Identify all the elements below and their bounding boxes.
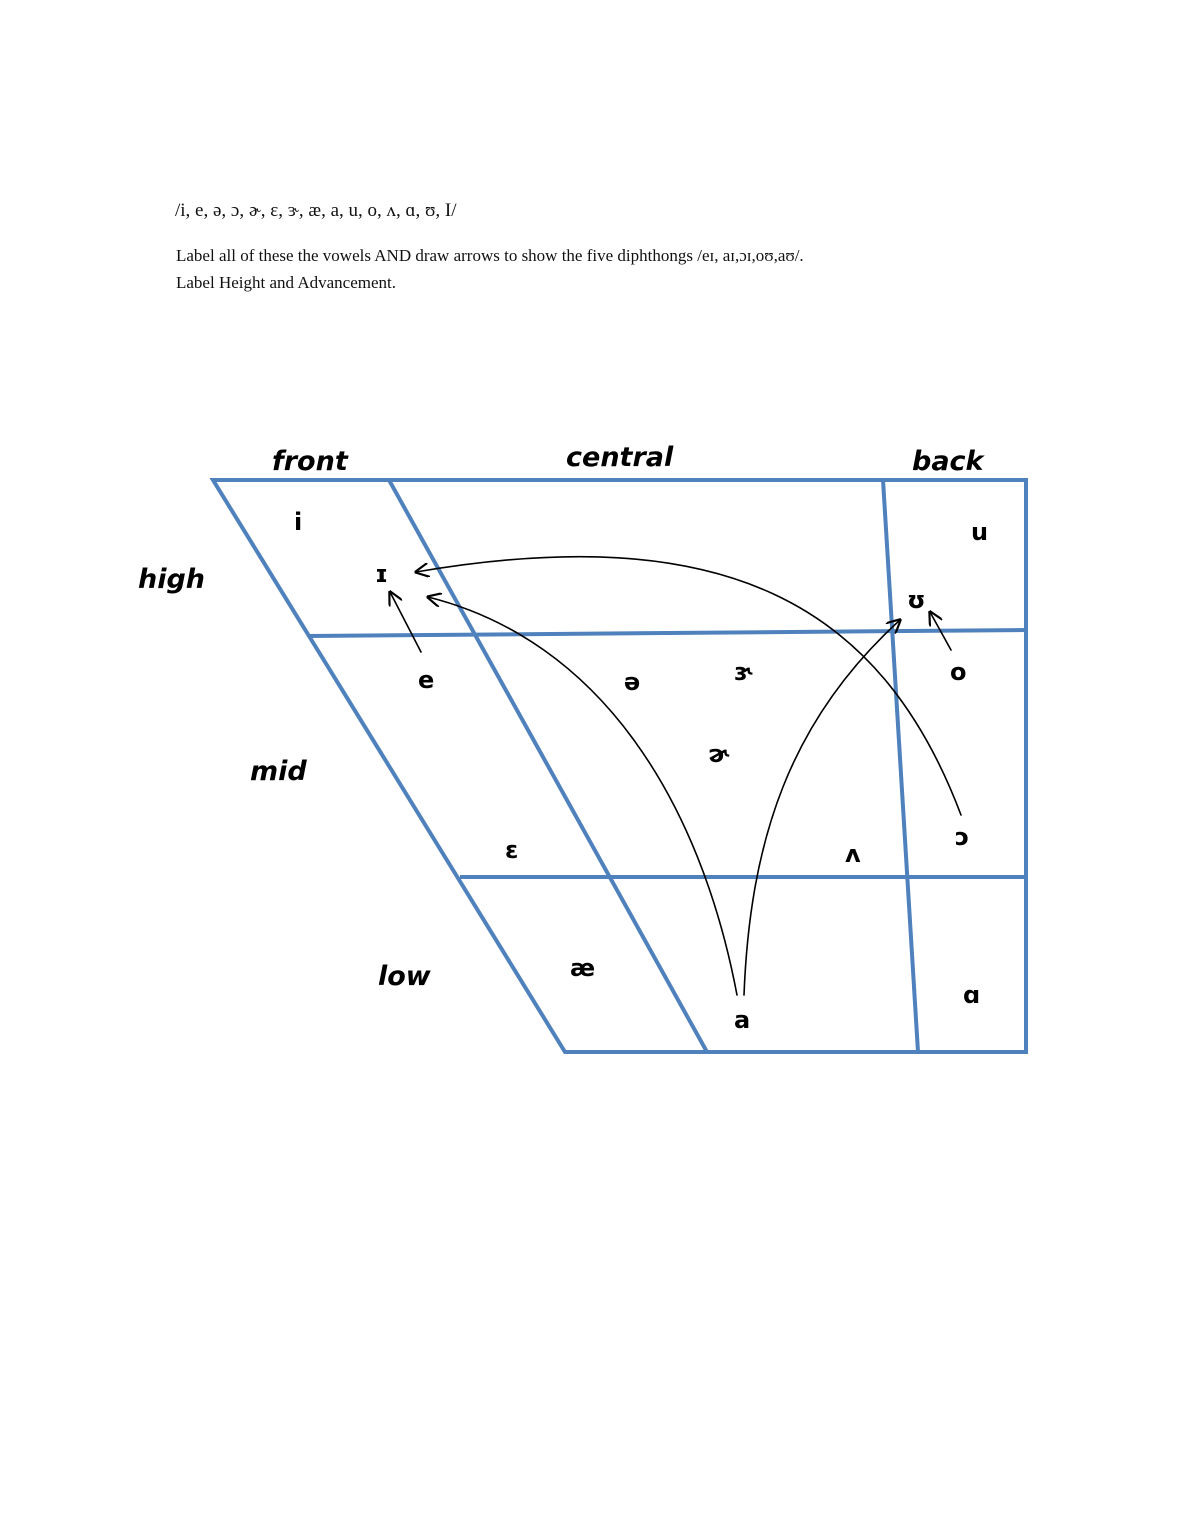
diphthong-arrow-au bbox=[744, 620, 900, 995]
vowel-list: /i, e, ə, ɔ, ɚ, ɛ, ɝ, æ, a, u, o, ʌ, ɑ, ʊ, I/ bbox=[175, 200, 457, 221]
vowel-schwa-hook: ɚ bbox=[708, 740, 730, 768]
vowel-ae: æ bbox=[570, 954, 596, 982]
vowel-reversed-epsilon-hook: ɝ bbox=[734, 658, 754, 686]
vowel-wedge: ʌ bbox=[845, 840, 861, 868]
high-label: high bbox=[138, 564, 206, 595]
diphthong-arrow-oi bbox=[416, 557, 961, 815]
front-label: front bbox=[272, 446, 348, 477]
quadrilateral-outline bbox=[213, 480, 1026, 1052]
vowel-upsilon: ʊ bbox=[907, 586, 926, 614]
instruction-line-1: Label all of these the vowels AND draw arrows to show the five diphthongs /eɪ, aɪ,ɔɪ,oʊ,aʊ/. bbox=[176, 246, 804, 265]
vowel-e: e bbox=[418, 666, 435, 694]
vowel-i: i bbox=[294, 508, 303, 536]
back-label: back bbox=[912, 446, 984, 477]
high-mid-divider bbox=[308, 630, 1026, 636]
low-label: low bbox=[378, 961, 431, 992]
vowel-small-cap-i: ɪ bbox=[375, 560, 389, 588]
vowel-a: a bbox=[734, 1006, 751, 1034]
central-label: central bbox=[566, 442, 674, 473]
diphthong-arrow-ai bbox=[428, 597, 737, 995]
front-central-divider bbox=[389, 480, 707, 1052]
instruction-line-2: Label Height and Advancement. bbox=[176, 273, 396, 292]
vowel-script-a: ɑ bbox=[963, 981, 981, 1009]
central-back-divider bbox=[883, 480, 918, 1052]
diphthong-arrow-ei bbox=[390, 592, 421, 652]
mid-label: mid bbox=[250, 756, 307, 787]
vowel-grid bbox=[213, 480, 1026, 1052]
vowel-schwa: ə bbox=[624, 668, 641, 696]
vowel-epsilon: ɛ bbox=[505, 836, 519, 864]
vowel-o: o bbox=[950, 658, 967, 686]
vowel-open-o: ɔ bbox=[955, 823, 970, 851]
vowel-u: u bbox=[971, 518, 989, 546]
